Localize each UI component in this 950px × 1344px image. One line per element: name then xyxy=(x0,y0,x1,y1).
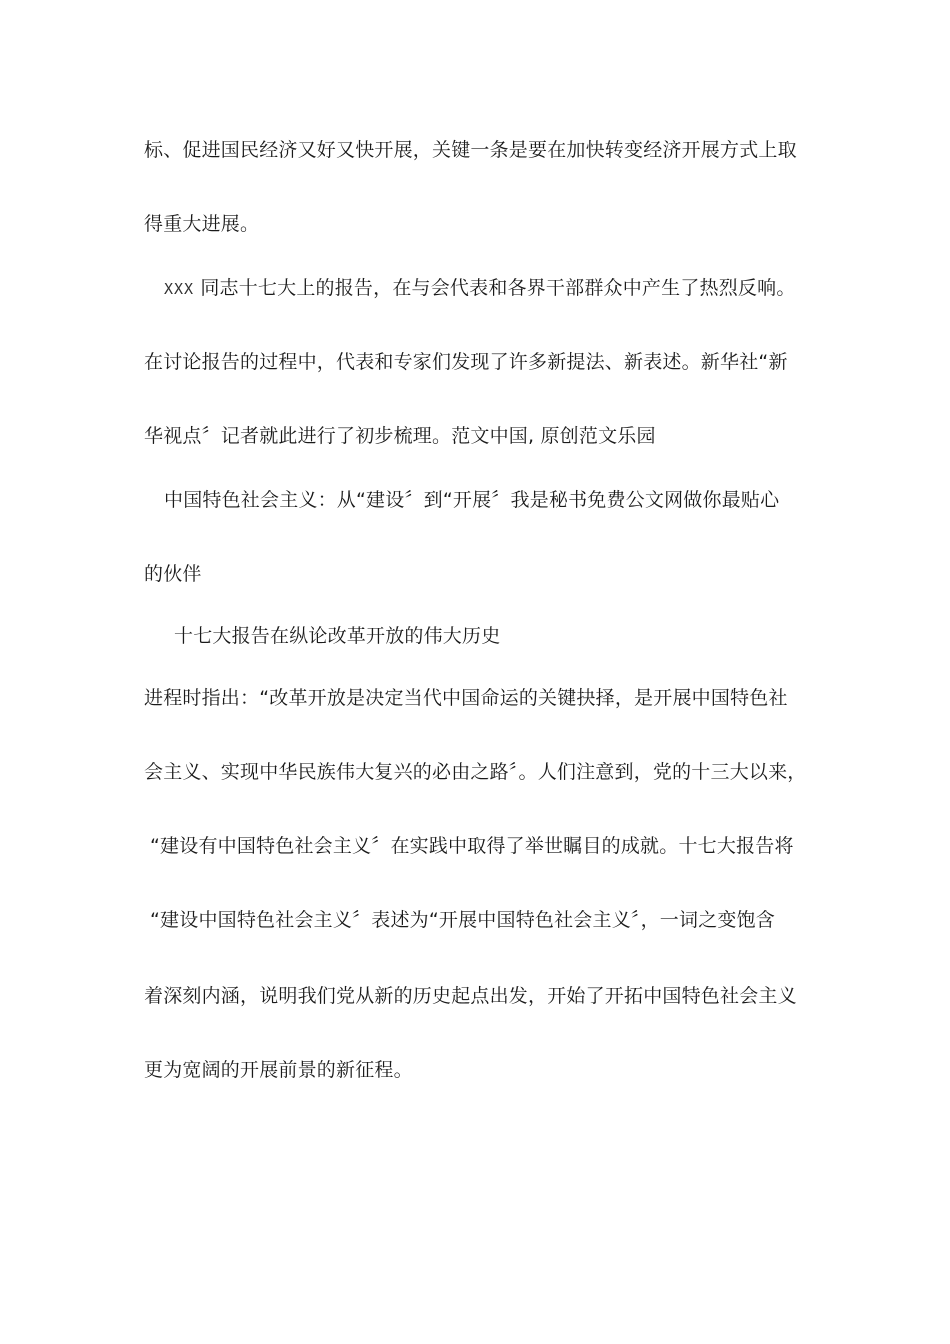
paragraph-line: 标、促进国民经济又好又快开展，关键一条是要在加快转变经济开展方式上取 xyxy=(144,139,797,161)
paragraph-line: “建设中国特色社会主义〞表述为“开展中国特色社会主义〞，一词之变饱含 xyxy=(150,909,775,931)
paragraph-line: 十七大报告在纵论改革开放的伟大历史 xyxy=(174,625,501,647)
paragraph-line: 进程时指出：“改革开放是决定当代中国命运的关键抉择，是开展中国特色社 xyxy=(144,687,788,709)
paragraph-line: 着深刻内涵，说明我们党从新的历史起点出发，开始了开拓中国特色社会主义 xyxy=(144,985,797,1007)
paragraph-line: 在讨论报告的过程中，代表和专家们发现了许多新提法、新表述。新华社“新 xyxy=(144,351,788,373)
redacted-name-code: XXX xyxy=(164,280,195,298)
paragraph-line: 的伙伴 xyxy=(144,563,202,585)
paragraph-line: 华视点〞记者就此进行了初步梳理。范文中国, 原创范文乐园 xyxy=(144,425,656,447)
paragraph-line: 会主义、实现中华民族伟大复兴的必由之路〞。人们注意到，党的十三大以来， xyxy=(144,761,807,783)
paragraph-line: 更为宽阔的开展前景的新征程。 xyxy=(144,1059,413,1081)
section-heading-line: 中国特色社会主义：从“建设〞到“开展〞我是秘书免费公文网做你最贴心 xyxy=(164,489,780,511)
paragraph-line xyxy=(164,276,796,301)
paragraph-line: 得重大进展。 xyxy=(144,213,260,235)
paragraph-line: “建设有中国特色社会主义〞在实践中取得了举世瞩目的成就。十七大报告将 xyxy=(150,835,794,857)
paragraph-text: 同志十七大上的报告，在与会代表和各界干部群众中产生了热烈反响。 xyxy=(194,277,796,299)
